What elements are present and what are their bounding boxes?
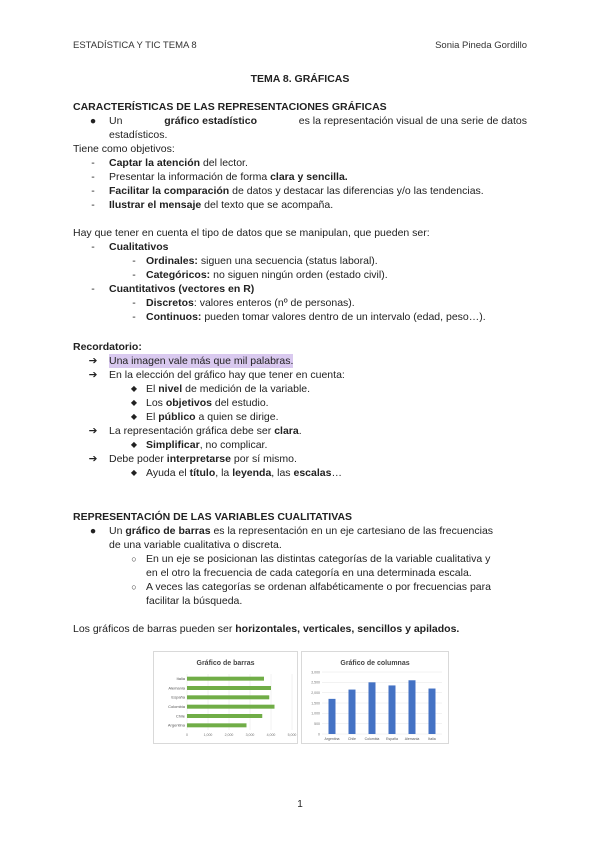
arrow-icon: ➔	[88, 355, 98, 367]
text: , la	[215, 467, 233, 479]
chart-plot	[302, 652, 450, 745]
list-item	[73, 198, 527, 212]
tick-label: 3,000	[245, 733, 255, 737]
tick-label: 5,000	[287, 733, 297, 737]
diamond-icon: ◆	[130, 468, 138, 477]
tick-label: 500	[314, 721, 320, 726]
text: El	[146, 383, 159, 395]
bar	[369, 682, 376, 734]
types-intro: Hay que tener en cuenta el tipo de datos que se manipulan, que pueden ser:	[73, 227, 430, 239]
diamond-icon: ◆	[130, 398, 138, 407]
section-characteristics	[73, 100, 527, 324]
text-bold: nivel	[158, 383, 183, 395]
text-bold: Discretos	[146, 297, 194, 309]
text: Un	[109, 115, 123, 127]
list-item	[73, 438, 527, 452]
text-bold: objetivos	[165, 397, 212, 409]
text: en el otro la frecuencia de cada categoría en una determinada escala.	[146, 567, 472, 579]
list-item	[73, 524, 527, 552]
text-bold: horizontales, verticales, sencillos y apilados.	[235, 623, 460, 635]
text-bold: título	[189, 467, 216, 479]
text: Debe poder	[109, 453, 167, 465]
tick-label: 3,000	[311, 670, 320, 675]
text: .	[298, 425, 302, 437]
tick-label: 0	[186, 733, 188, 737]
list-item	[73, 240, 527, 254]
bullet-dash: -	[91, 199, 95, 211]
category-label: Alemania	[404, 737, 420, 741]
text-bold: Ilustrar el mensaje	[109, 199, 202, 211]
text: de datos y destacar las diferencias y/o las tendencias.	[229, 185, 484, 197]
column-chart	[301, 651, 449, 744]
bullet-dash: -	[91, 157, 95, 169]
category-label: Alemania	[168, 685, 185, 691]
list-item	[73, 452, 527, 466]
header-course: ESTADÍSTICA Y TIC TEMA 8	[73, 40, 197, 51]
circle-bullet: ○	[131, 554, 137, 564]
objectives-intro: Tiene como objetivos:	[73, 143, 175, 155]
arrow-icon: ➔	[88, 425, 98, 437]
text: de una variable cualitativa o discreta.	[109, 539, 282, 551]
category-label: Italia	[428, 737, 436, 741]
list-item	[73, 114, 527, 142]
diamond-icon: ◆	[130, 440, 138, 449]
text: del lector.	[200, 157, 248, 169]
list-item	[73, 354, 527, 368]
chart-plot	[154, 652, 299, 745]
text-bold: clara	[274, 425, 299, 437]
tick-label: 1,000	[203, 733, 213, 737]
text-bold: Facilitar la comparación	[109, 185, 230, 197]
text: es la representación visual de una serie de datos	[298, 115, 527, 127]
chart-title: Gráfico de columnas	[340, 660, 410, 667]
text: de medición de la variable.	[182, 383, 311, 395]
list-item	[73, 368, 527, 382]
text: estadísticos.	[109, 129, 168, 141]
bullet-dash: -	[132, 311, 136, 323]
text-bold: Cualitativos	[109, 241, 169, 253]
bar	[187, 677, 264, 681]
text: Los gráficos de barras pueden ser	[73, 623, 236, 635]
bar	[187, 695, 269, 699]
text-bold: Captar la atención	[109, 157, 201, 169]
arrow-icon: ➔	[88, 453, 98, 465]
text: del texto que se acompaña.	[201, 199, 334, 211]
text: del estudio.	[211, 397, 269, 409]
chart-title: Gráfico de barras	[196, 660, 255, 667]
list-item	[73, 170, 527, 184]
list-item	[73, 382, 527, 396]
horizontal-bar-chart	[153, 651, 298, 744]
section-recordatorio	[73, 340, 527, 480]
category-label: Argentina	[324, 737, 340, 741]
text: En la elección del gráfico hay que tener en cuenta:	[109, 369, 345, 381]
text: Un	[109, 525, 126, 537]
text-bold: interpretarse	[166, 453, 231, 465]
page-header	[73, 39, 527, 53]
bar	[187, 723, 247, 727]
text: , las	[271, 467, 294, 479]
category-label: Colombia	[168, 703, 185, 709]
list-item	[73, 410, 527, 424]
bar	[349, 690, 356, 734]
tick-label: 2,000	[224, 733, 234, 737]
list-item	[73, 424, 527, 438]
bar	[187, 686, 271, 690]
text: La representación gráfica debe ser	[109, 425, 275, 437]
tick-label: 0	[318, 732, 320, 737]
list-item	[73, 184, 527, 198]
text-bold: Categóricos:	[146, 269, 211, 281]
highlighted-text: Una imagen vale más que mil palabras.	[109, 355, 294, 367]
list-item	[73, 310, 527, 324]
section-heading: REPRESENTACIÓN DE LAS VARIABLES CUALITATIVAS	[73, 511, 353, 523]
text-bold: Continuos:	[146, 311, 202, 323]
category-label: Chile	[175, 713, 185, 719]
category-label: España	[386, 737, 398, 741]
list-item	[73, 254, 527, 268]
recordatorio-label: Recordatorio:	[73, 341, 142, 353]
text: a quien se dirige.	[195, 411, 279, 423]
text: A veces las categorías se ordenan alfabéticamente o por frecuencias para	[146, 581, 491, 593]
category-label: Italia	[176, 675, 185, 681]
circle-bullet: ○	[131, 582, 137, 592]
list-item	[73, 296, 527, 310]
tick-label: 1,500	[311, 701, 320, 706]
category-label: Colombia	[364, 737, 380, 741]
bullet-dot: ●	[89, 115, 97, 127]
text: por sí mismo.	[231, 453, 297, 465]
list-item	[73, 580, 527, 608]
bullet-dash: -	[132, 269, 136, 281]
diamond-icon: ◆	[130, 384, 138, 393]
text-bold: gráfico estadístico	[164, 115, 257, 127]
text: En un eje se posicionan las distintas categorías de la variable cualitativa y	[146, 553, 491, 565]
page-title: TEMA 8. GRÁFICAS	[250, 73, 350, 85]
text: Presentar la información de forma	[109, 171, 271, 183]
section-cualitativas	[73, 510, 527, 636]
bar	[429, 689, 436, 734]
text: Los	[146, 397, 166, 409]
text: , no complicar.	[199, 439, 268, 451]
list-item	[73, 552, 527, 580]
list-item	[73, 156, 527, 170]
arrow-icon: ➔	[88, 369, 98, 381]
bullet-dash: -	[132, 297, 136, 309]
list-item	[73, 282, 527, 296]
section-heading: CARACTERÍSTICAS DE LAS REPRESENTACIONES GRÁFICAS	[73, 101, 387, 113]
header-author: Sonia Pineda Gordillo	[435, 40, 527, 51]
bar	[409, 680, 416, 734]
list-item	[73, 466, 527, 480]
bar	[329, 699, 336, 734]
text: es la representación en un eje cartesiano de las frecuencias	[210, 525, 494, 537]
text: : valores enteros (nº de personas).	[193, 297, 355, 309]
text: no siguen ningún orden (estado civil).	[210, 269, 388, 281]
bullet-dash: -	[132, 255, 136, 267]
tick-label: 2,000	[311, 690, 320, 695]
text-bold: gráfico de barras	[125, 525, 211, 537]
bullet-dash: -	[91, 241, 95, 253]
diamond-icon: ◆	[130, 412, 138, 421]
tick-label: 2,500	[311, 680, 320, 685]
category-label: España	[171, 694, 185, 700]
text-bold: Cuantitativos (vectores en R)	[109, 283, 255, 295]
tick-label: 1,000	[311, 711, 320, 716]
closing-text	[73, 622, 527, 636]
text-bold: Ordinales:	[146, 255, 198, 267]
page-number: 1	[297, 799, 303, 810]
bar	[187, 705, 275, 709]
text-bold: público	[158, 411, 196, 423]
bullet-dash: -	[91, 283, 95, 295]
tick-label: 4,000	[266, 733, 276, 737]
text-bold: leyenda	[232, 467, 272, 479]
bar	[389, 685, 396, 734]
category-label: Argentina	[167, 722, 185, 728]
text-bold: clara y sencilla.	[270, 171, 348, 183]
text: siguen una secuencia (status laboral).	[197, 255, 378, 267]
text: facilitar la búsqueda.	[146, 595, 243, 607]
list-item	[73, 268, 527, 282]
text: Ayuda el	[146, 467, 190, 479]
bullet-dot: ●	[89, 525, 97, 537]
category-label: Chile	[348, 737, 356, 741]
text: pueden tomar valores dentro de un intervalo (edad, peso…).	[201, 311, 486, 323]
text-bold: escalas	[293, 467, 332, 479]
list-item	[73, 396, 527, 410]
text-bold: Simplificar	[146, 439, 200, 451]
text: El	[146, 411, 159, 423]
bar	[187, 714, 262, 718]
bullet-dash: -	[91, 171, 95, 183]
text: …	[331, 467, 342, 479]
bullet-dash: -	[91, 185, 95, 197]
